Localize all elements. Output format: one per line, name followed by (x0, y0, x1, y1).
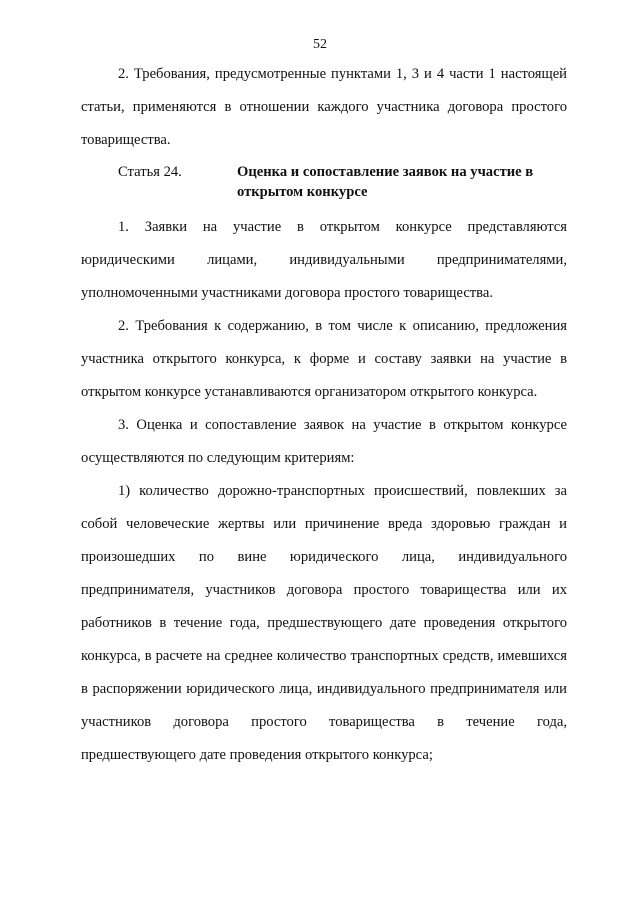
paragraph-1: 1. Заявки на участие в открытом конкурсе представляются юридическими лицами, индивидуальными предпринимателями, уполномоченными участниками договора простого товарищества. (81, 219, 567, 301)
paragraph-3: 3. Оценка и сопоставление заявок на участие в открытом конкурсе осуществляются по следующим критериям: (81, 417, 567, 466)
page-number: 52 (313, 37, 327, 52)
article-label: Статья 24. (118, 164, 182, 180)
paragraph-criterion-1: 1) количество дорожно-транспортных происшествий, повлекших за собой человеческие жертвы или причинение вреда здоровью граждан и произошедших по вине юридического лица, индивидуального предпринимателя, участников договора простого товарищества или их работников в течение года, предшествующего дате проведения открытого конкурса, в расчете на среднее количество транспортных средств, имевшихся в распоряжении юридического лица, индивидуального предпринимателя или участников договора простого товарищества в течение года, предшествующего дате проведения открытого конкурса; (81, 483, 567, 763)
document-body (81, 58, 567, 772)
paragraph-2: 2. Требования к содержанию, в том числе к описанию, предложения участника открытого конкурса, к форме и составу заявки на участие в открытом конкурсе устанавливаются организатором открытого конкурса. (81, 318, 567, 400)
article-heading (81, 162, 567, 202)
paragraph-requirements-partnership: 2. Требования, предусмотренные пунктами 1, 3 и 4 части 1 настоящей статьи, применяются в отношении каждого участника договора простого товарищества. (81, 66, 567, 148)
article-title: Оценка и сопоставление заявок на участие в открытом конкурсе (237, 164, 534, 200)
